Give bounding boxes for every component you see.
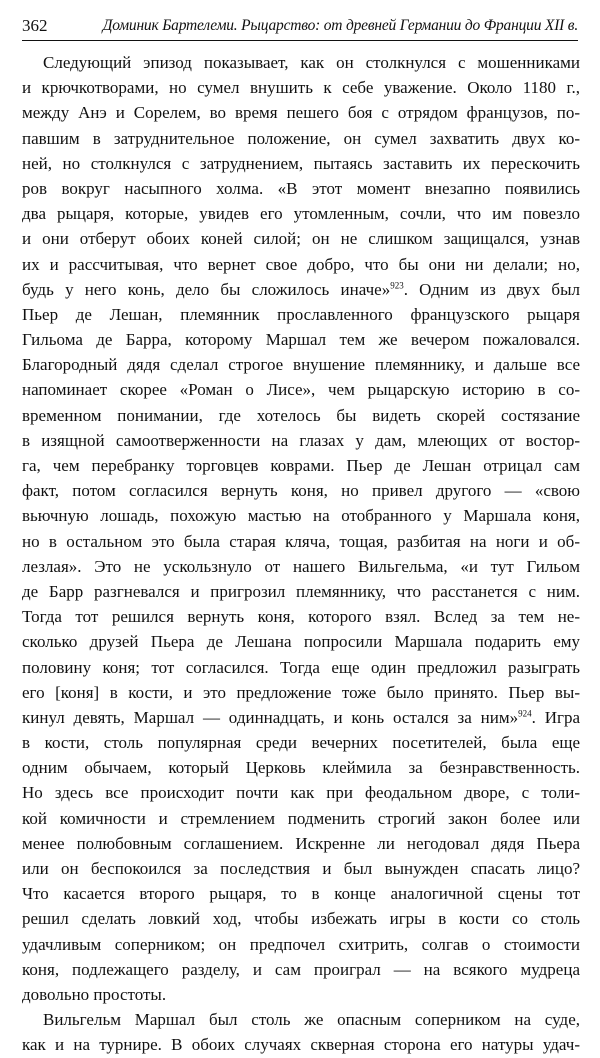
text-segment: будь у него конь, дело бы сложилось иначе» [22,279,391,299]
text-line: в кости, столь популярная среди вечерних посетителей, была еще [22,733,580,753]
text-line: половину коня; тот согласился. Тогда еще один предложил разыграть [22,657,580,677]
text-line: Гильома де Барра, которому Маршал тем же вечером пожаловался. [22,330,580,350]
text-line-with-footnote [22,277,580,302]
text-line: и они отберут обоих коней силой; он не слишком защищался, узнав [22,229,580,249]
text-line: вьючную лошадь, похожую мастью на отобранного у Маршала коня, [22,506,580,526]
text-line: напоминает скорее «Роман о Лисе», чем рыцарскую историю в со- [22,380,580,400]
text-line: ров вокруг насыпного холма. «В этот момент внезапно появились [22,178,580,198]
main-text [22,50,580,1058]
text-line: его [коня] в кости, и это предложение тоже было принято. Пьер вы- [22,682,580,702]
text-line: сколько друзей Пьера де Лешана попросили Маршала подарить ему [22,632,580,652]
text-line: одним обычаем, который Церковь клеймила за безнравственность. [22,758,580,778]
running-title: Доминик Бартелеми. Рыцарство: от древней Германии до Франции XII в. [102,17,578,34]
text-line: временном понимании, где хотелось бы видеть скорей состязание [22,405,580,425]
text-line: коня, подлежащего разделу, и сам проиграл — на всякого мудреца [22,959,580,979]
text-line: между Анэ и Сорелем, во время пешего боя с отрядом французов, по- [22,103,580,123]
text-segment: . Одним из двух был [403,279,580,299]
text-line: менее полюбовным соглашением. Искренне ли негодовал дядя Пьера [22,833,580,853]
text-line: решил сделать ловкий ход, чтобы избежать игры в кости со столь [22,909,580,929]
text-line: факт, потом согласился вернуть коня, но привел другого — «свою [22,481,580,501]
text-line: их и рассчитывая, что вернет свое добро, что бы они ни делали; но, [22,254,580,274]
text-line: Благородный дядя сделал строгое внушение племяннику, и дальше все [22,355,580,375]
text-line: или он беспокоился за последствия и был вынужден спасать лицо? [22,859,580,878]
paragraph-1 [22,50,580,1007]
text-line: де Барр разгневался и пригрозил племяннику, что расстанется с ним. [22,581,580,601]
paragraph-2 [22,1007,580,1057]
text-line: Тогда тот решился вернуть коня, которого взял. Вслед за тем не- [22,607,580,627]
page-header [22,6,578,41]
text-line: Следующий эпизод показывает, как он столкнулся с мошенниками [43,53,580,72]
text-line: лезлая». Это не ускользнуло от нашего Вильгельма, «и тут Гильом [22,556,580,576]
text-segment: . Игра [531,707,580,727]
page-number: 362 [22,16,48,35]
text-line: как и на турнире. В обоих случаях скверная сторона его натуры удач- [22,1035,580,1055]
footnote-ref: 924 [518,708,532,719]
text-line: Что касается второго рыцаря, то в конце аналогичной сцены тот [22,884,580,904]
text-line: га, чем перебранку торговцев коврами. Пьер де Лешан отрицал сам [22,456,580,475]
text-line: и крючкотворами, но сумел внушить к себе уважение. Около 1180 г., [22,78,580,98]
text-line: удачливым соперником; он предпочел схитрить, солгав о стоимости [22,934,580,954]
text-line: Пьер де Лешан, племянник прославленного французского рыцаря [22,304,580,324]
text-line-with-footnote [22,705,580,730]
text-line: павшим в затруднительное положение, он сумел захватить двух ко- [22,128,580,148]
footnote-ref: 923 [390,280,404,291]
text-line: ней, но столкнулся с затруднением, пытаясь заставить их перескочить [22,153,580,173]
text-line: Но здесь все происходит почти как при феодальном дворе, с толи- [22,783,580,803]
text-line: Вильгельм Маршал был столь же опасным соперником на суде, [43,1010,580,1030]
text-line: два рыцаря, которые, увидев его утомленным, сочли, что им повезло [22,204,580,224]
text-line: довольно простоты. [22,984,167,1004]
text-line: кой комичности и стремлением подменить строгий закон более или [22,808,580,828]
text-line: в изящной самоотверженности на глазах у дам, млеющих от востор- [22,430,580,450]
text-segment: кинул девять, Маршал — одиннадцать, и конь остался за ним» [22,707,519,727]
text-line: но в остальном это была старая кляча, тощая, разбитая на ноги и об- [22,531,580,551]
